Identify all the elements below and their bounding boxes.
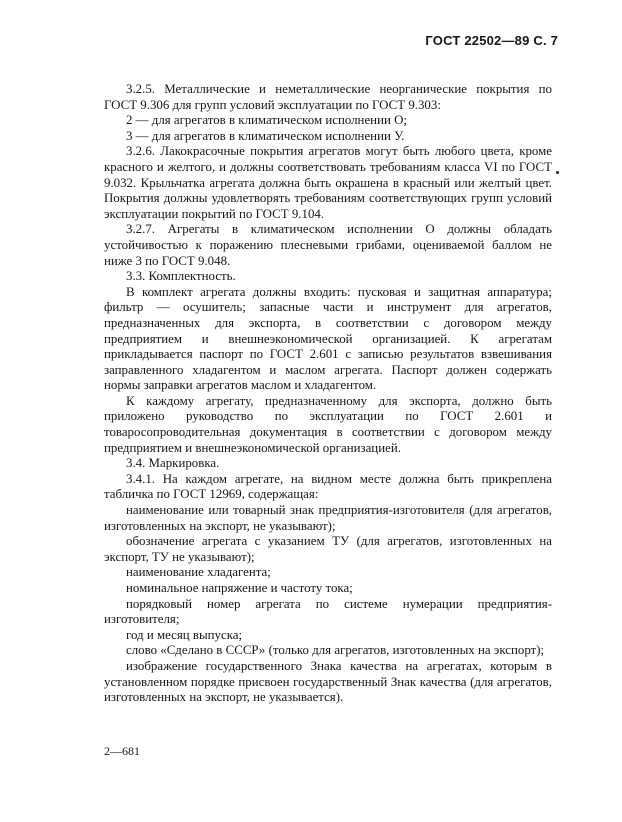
list-item: 2 — для агрегатов в климатическом исполнении О;: [126, 113, 407, 128]
document-body: [104, 82, 552, 706]
margin-dot: [556, 171, 559, 174]
list-item: изображение государственного Знака качества на агрегатах, которым в установленном порядке присвоен государственный Знак качества (для агрегатов, изготовленных на экспорт, не указывается).: [104, 658, 552, 705]
clause-3-4-1: 3.4.1. На каждом агрегате, на видном месте должна быть прикреплена табличка по ГОСТ 12969, содержащая:: [104, 471, 552, 502]
list-item: наименование или товарный знак предприятия-изготовителя (для агрегатов, изготовленных на экспорт, не указывают);: [104, 503, 552, 533]
list-item: номинальное напряжение и частоту тока;: [126, 581, 353, 595]
list-item: 3 — для агрегатов в климатическом исполнении У.: [126, 128, 405, 143]
section-heading-marking: 3.4. Маркировка.: [126, 456, 220, 471]
list-item: слово «Сделано в СССР» (только для агрегатов, изготовленных на экспорт);: [126, 643, 545, 658]
list-item: наименование хладагента;: [126, 565, 271, 580]
list-item: обозначение агрегата с указанием ТУ (для агрегатов, изготовленных на экспорт, ТУ не указывают);: [104, 534, 552, 564]
list-item: порядковый номер агрегата по системе нумерации предприятия-изготовителя;: [104, 596, 552, 627]
section-heading-completeness: 3.3. Комплектность.: [126, 269, 236, 284]
export-paragraph: К каждому агрегату, предназначенному для экспорта, должно быть приложено руководство по эксплуатации по ГОСТ 2.601 и товаросопроводительная документация в соответствии с договором между предприятием и внешнеэкономической организацией.: [104, 393, 552, 455]
completeness-paragraph: В комплект агрегата должны входить: пусковая и защитная аппаратура; фильтр — осушитель; запасные части и инструмент для агрегатов, предназначенных для экспорта, в соответствии с договором между предприятием и внешнеэкономической организацией. К агрегатам прикладывается паспорт по ГОСТ 2.601 с записью результатов взвешивания заправленного хладагентом и маслом агрегата. Паспорт должен содержать нормы заправки агрегатов маслом и хладагентом.: [104, 284, 552, 393]
clause-3-2-7: 3.2.7. Агрегаты в климатическом исполнении О должны обладать устойчивостью к поражению плесневыми грибами, оцениваемой баллом не ниже 3 по ГОСТ 9.048.: [104, 222, 552, 268]
clause-3-2-5: 3.2.5. Металлические и неметаллические неорганические покрытия по ГОСТ 9.306 для групп условий эксплуатации по ГОСТ 9.303:: [104, 82, 552, 112]
list-item: год и месяц выпуска;: [126, 627, 243, 642]
page-header: ГОСТ 22502—89 С. 7: [425, 33, 558, 48]
clause-3-2-6: 3.2.6. Лакокрасочные покрытия агрегатов могут быть любого цвета, кроме красного и желтого, и должны соответствовать требованиям класса VI по ГОСТ 9.032. Крыльчатка агрегата должна быть окрашена в красный или желтый цвет. Покрытия должны удовлетворять требованиям соответствующих групп условий эксплуатации покрытий по ГОСТ 9.104.: [104, 144, 552, 221]
page-footer-code: 2—681: [104, 744, 140, 758]
